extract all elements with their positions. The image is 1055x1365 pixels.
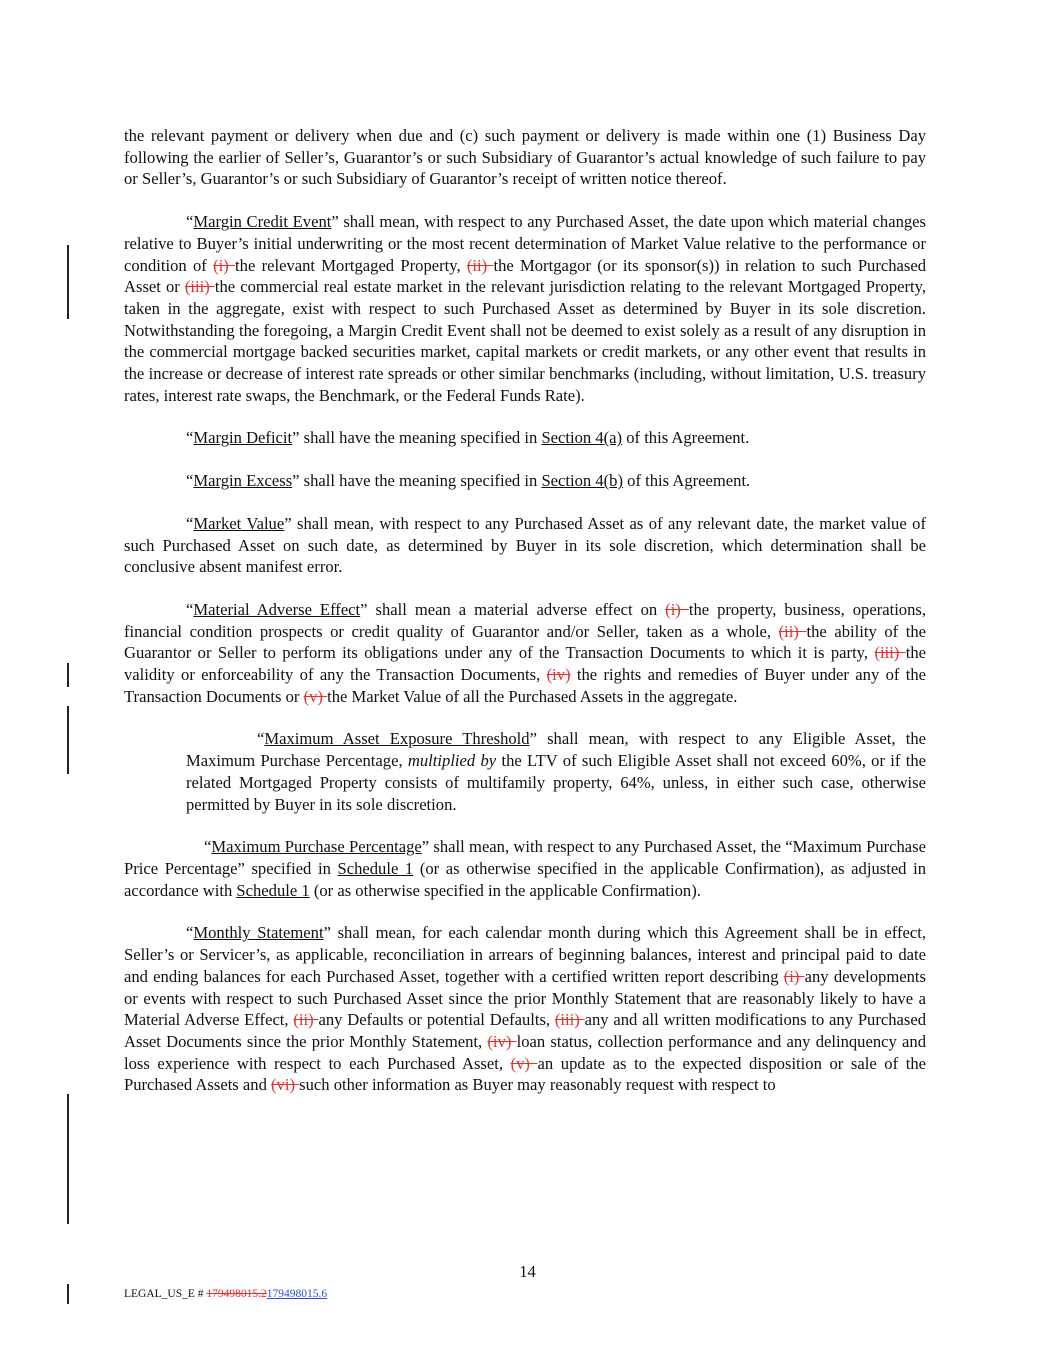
deleted-text: (ii): [293, 1010, 319, 1030]
deleted-text: (iii): [874, 643, 906, 663]
page-number: 14: [519, 1262, 536, 1281]
deleted-text: (v): [303, 686, 328, 706]
defined-term: Material Adverse Effect: [193, 599, 361, 619]
definition-market-value: “Market Value” shall mean, with respect to any Purchased Asset as of any relevant date, the market value of such Purchased Asset on such date, as determined by Buyer in its sole discretion, which determination shall be conclusive absent manifest error.: [124, 513, 926, 577]
defined-term: Maximum Purchase Percentage: [211, 837, 422, 857]
definition-margin-excess: “Margin Excess” shall have the meaning specified in Section 4(b) of this Agreement.: [186, 471, 751, 491]
deleted-text: (ii): [466, 255, 494, 275]
schedule-reference: Schedule 1: [236, 880, 310, 900]
definition-material-adverse-effect: “Material Adverse Effect” shall mean a material adverse effect on (i) the property, business, operations, financial condition prospects or credit quality of Guarantor and/or Seller, taken as a whole, (ii) the ability of the Guarantor or Seller to perform its obligations under any of the Transaction Documents to which it is party, (iii) the validity or enforceability of any the Transaction Documents, (iv) the rights and remedies of Buyer under any of the Transaction Documents or (v) the Market Value of all the Purchased Assets in the aggregate.: [124, 599, 927, 706]
deleted-text: (i): [213, 255, 236, 275]
deleted-text: (iii): [184, 277, 215, 297]
change-bar: [67, 663, 69, 687]
deleted-text: (ii): [778, 621, 807, 641]
emphasis-text: multiplied by: [407, 751, 497, 771]
defined-term: Margin Credit Event: [193, 212, 332, 232]
definition-margin-deficit: “Margin Deficit” shall have the meaning specified in Section 4(a) of this Agreement.: [186, 428, 750, 448]
defined-term: Monthly Statement: [193, 923, 324, 943]
footer-deleted-id: 179498015.2: [206, 1288, 267, 1300]
change-bar: [67, 245, 69, 319]
deleted-text: (i): [783, 966, 805, 986]
deleted-text: (v): [510, 1053, 538, 1073]
definition-monthly-statement: “Monthly Statement” shall mean, for each calendar month during which this Agreement shall be in effect, Seller’s or Servicer’s, as applicable, reconciliation in arrears of beginning balances, interest and principal paid to date and ending balances for each Purchased Asset, together with a certified written report describing (i) any developments or events with respect to such Purchased Asset since the prior Monthly Statement that are reasonably likely to have a Material Adverse Effect, (ii) any Defaults or potential Defaults, (iii) any and all written modifications to any Purchased Asset Documents since the prior Monthly Statement, (iv) loan status, collection performance and any delinquency and loss experience with respect to each Purchased Asset, (v) an update as to the expected disposition or sale of the Purchased Assets and (vi) such other information as Buyer may reasonably request with respect to: [124, 923, 927, 1095]
footer-prefix: LEGAL_US_E #: [124, 1288, 207, 1300]
change-bar: [67, 706, 69, 774]
definition-margin-credit-event: “Margin Credit Event” shall mean, with respect to any Purchased Asset, the date upon which material changes relative to Buyer’s initial underwriting or the most recent determination of Market Value relative to the performance or condition of (i) the relevant Mortgaged Property, (ii) the Mortgagor (or its sponsor(s)) in relation to such Purchased Asset or (iii) the commercial real estate market in the relevant jurisdiction relating to the relevant Mortgaged Property, taken in the aggregate, exist with respect to such Purchased Asset as determined by Buyer in its sole discretion. Notwithstanding the foregoing, a Margin Credit Event shall not be deemed to exist solely as a result of any disruption in the commercial mortgage backed securities market, capital markets or credit markets, or any other event that results in the increase or decrease of interest rate spreads or other similar benchmarks (including, without limitation, U.S. treasury rates, interest rate swaps, the Benchmark, or the Federal Funds Rate).: [124, 212, 927, 405]
document-page: [124, 125, 926, 1096]
change-bar: [67, 1284, 69, 1304]
continuation-paragraph: the relevant payment or delivery when due and (c) such payment or delivery is made within one (1) Business Day following the earlier of Seller’s, Guarantor’s or such Subsidiary of Guarantor’s actual knowledge of such failure to pay or Seller’s, Guarantor’s or such Subsidiary of Guarantor’s receipt of written notice thereof.: [124, 126, 926, 189]
section-reference: Section 4(a): [541, 428, 623, 448]
deleted-text: (vi): [271, 1075, 300, 1095]
defined-term: Market Value: [193, 513, 285, 533]
deleted-text: (i): [665, 599, 689, 619]
section-reference: Section 4(b): [541, 471, 624, 491]
defined-term: Margin Excess: [193, 471, 293, 491]
definition-maximum-asset-exposure-threshold: “Maximum Asset Exposure Threshold” shall mean, with respect to any Eligible Asset, the Maximum Purchase Percentage, multiplied by the LTV of such Eligible Asset shall not exceed 60%, or if the related Mortgaged Property consists of multifamily property, 64%, unless, in either such case, otherwise permitted by Buyer in its sole discretion.: [186, 729, 927, 814]
footer-inserted-id: 179498015.6: [266, 1288, 328, 1300]
change-bar: [67, 1094, 69, 1224]
document-footer: [124, 1288, 327, 1300]
deleted-text: (iv): [487, 1031, 517, 1051]
definition-maximum-purchase-percentage: “Maximum Purchase Percentage” shall mean, with respect to any Purchased Asset, the “Maximum Purchase Price Percentage” specified in Schedule 1 (or as otherwise specified in the applicable Confirmation), as adjusted in accordance with Schedule 1 (or as otherwise specified in the applicable Confirmation).: [124, 837, 926, 900]
deleted-text: (iv): [546, 665, 571, 685]
schedule-reference: Schedule 1: [337, 858, 414, 878]
defined-term: Margin Deficit: [193, 428, 293, 448]
deleted-text: (iii): [554, 1010, 585, 1030]
defined-term: Maximum Asset Exposure Threshold: [264, 729, 530, 749]
